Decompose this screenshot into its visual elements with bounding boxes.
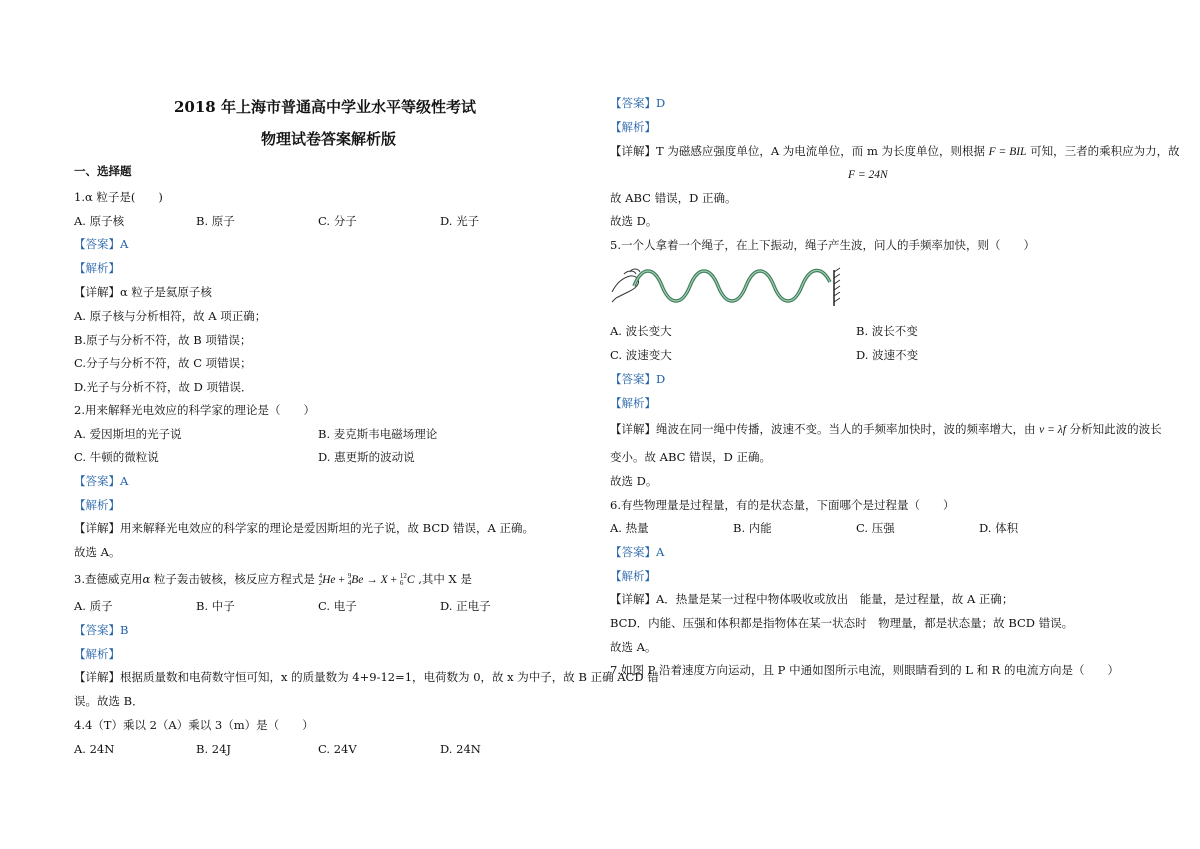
- q3-stem-post: ,其中 X 是: [414, 572, 472, 586]
- q3-stem-mid: 粒子轰击铍核，核反应方程式是: [150, 572, 319, 586]
- q5-analysis-label: 【解析】: [610, 396, 656, 410]
- q6-option-a: A. 热量: [610, 521, 649, 535]
- q2-option-a: A. 爱因斯坦的光子说: [74, 427, 182, 441]
- q2-detail: 【详解】用来解释光电效应的科学家的理论是爱因斯坦的光子说，故 BCD 错误，A 正确。: [74, 521, 534, 535]
- question-4-stem: 4.4（T）乘以 2（A）乘以 3（m）是（ ）: [74, 718, 314, 732]
- q1-analysis-label: 【解析】: [74, 261, 120, 275]
- question-2-stem: 2.用来解释光电效应的科学家的理论是（ ）: [74, 403, 315, 417]
- he-atomic-number: 2: [318, 579, 323, 588]
- be-mass-number: 9: [347, 572, 352, 581]
- q5-detail-post: 分析知此波的波长: [1065, 422, 1162, 436]
- q3-analysis-label: 【解析】: [74, 647, 120, 661]
- plus-sign: +: [387, 574, 400, 586]
- q6-option-b: B. 内能: [733, 521, 772, 535]
- q4-detail-post: 可知，三者的乘积应为力，故: [1026, 144, 1180, 158]
- he-symbol: He: [322, 574, 336, 586]
- q4-option-a: A. 24N: [74, 742, 115, 756]
- be-symbol: Be: [351, 574, 364, 586]
- q4-option-c: C. 24V: [318, 742, 357, 756]
- q4-conclusion: 故选 D。: [610, 214, 658, 228]
- q1-detail-line: D.光子与分析不符，故 D 项错误．: [74, 380, 253, 394]
- c-mass-number: 12: [399, 572, 407, 581]
- q4-answer: 【答案】D: [610, 96, 666, 110]
- q1-option-c: C. 分子: [318, 214, 357, 228]
- q6-option-c: C. 压强: [856, 521, 895, 535]
- q3-option-b: B. 中子: [196, 599, 235, 613]
- q1-answer: 【答案】A: [74, 237, 129, 251]
- q5-conclusion: 故选 D。: [610, 474, 658, 488]
- q2-option-d: D. 惠更斯的波动说: [318, 450, 415, 464]
- q3-detail: 【详解】根据质量数和电荷数守恒可知，x 的质量数为 4+9-12=1，电荷数为 0，故 x 为中子，故 B 正确 ACD 错: [74, 670, 659, 684]
- alpha-symbol: α: [142, 572, 151, 586]
- wave-curve: [634, 270, 830, 301]
- q4-option-b: B. 24J: [196, 742, 232, 756]
- q5-option-b: B. 波长不变: [856, 324, 918, 338]
- c-atomic-number: 6: [399, 579, 404, 588]
- q6-detail: 【详解】A．热量是某一过程中物体吸收或放出 能量，是过程量，故 A 正确；: [610, 592, 1014, 606]
- q6-detail-cont: BCD．内能、压强和体积都是指物体在某一状态时 物理量，都是状态量；故 BCD 错误。: [610, 616, 1074, 630]
- q3-option-c: C. 电子: [318, 599, 357, 613]
- q1-option-d: D. 光子: [440, 214, 480, 228]
- q2-answer: 【答案】A: [74, 474, 129, 488]
- q6-answer: 【答案】A: [610, 545, 665, 559]
- q3-option-a: A. 质子: [74, 599, 113, 613]
- question-1-stem: 1.α 粒子是( ): [74, 190, 163, 204]
- question-7-stem: 7.如图 P 沿着速度方向运动，且 P 中通如图所示电流，则眼睛看到的 L 和 R 的电流方向是（ ）: [610, 663, 1119, 677]
- question-5-stem: 5.一个人拿着一个绳子，在上下振动，绳子产生波，问人的手频率加快，则（ ）: [610, 238, 1035, 252]
- q2-option-c: C. 牛顿的微粒说: [74, 450, 159, 464]
- q1-detail-line: A. 原子核与分析相符，故 A 项正确；: [74, 309, 267, 323]
- q1-option-b: B. 原子: [196, 214, 235, 228]
- q3-stem-pre: 3.查德威克用: [74, 572, 143, 586]
- q2-option-b: B. 麦克斯韦电磁场理论: [318, 427, 438, 441]
- q3-detail-cont: 误。故选 B．: [74, 694, 144, 708]
- q1-detail: 【详解】α 粒子是氦原子核: [74, 285, 212, 299]
- nuclear-equation: [319, 574, 415, 586]
- q4-detail-pre: 【详解】T 为磁感应强度单位，A 为电流单位，而 m 为长度单位，则根据: [610, 144, 989, 158]
- q6-option-d: D. 体积: [979, 521, 1019, 535]
- formula-f-bil: F = BIL: [988, 146, 1027, 158]
- x-symbol: X: [380, 574, 388, 586]
- rope-wave-figure: [610, 262, 842, 310]
- q4-detail-line: 故 ABC 错误，D 正确。: [610, 191, 737, 205]
- q2-conclusion: 故选 A。: [74, 545, 121, 559]
- formula-v-lambda-f: v = λf: [1039, 424, 1066, 436]
- q6-analysis-label: 【解析】: [610, 569, 656, 583]
- page-subtitle: 物理试卷答案解析版: [261, 130, 397, 148]
- arrow-sign: →: [363, 574, 381, 586]
- question-6-stem: 6.有些物理量是过程量，有的是状态量，下面哪个是过程量（ ）: [610, 498, 955, 512]
- page-title: 2018 年上海市普通高中学业水平等级性考试: [174, 98, 476, 116]
- q1-detail-line: C.分子与分析不符，故 C 项错误；: [74, 356, 252, 370]
- he-mass-number: 4: [318, 572, 323, 581]
- c-symbol: C: [406, 574, 415, 586]
- q2-analysis-label: 【解析】: [74, 498, 120, 512]
- q5-option-c: C. 波速变大: [610, 348, 672, 362]
- q5-detail: [610, 422, 1162, 437]
- be-atomic-number: 4: [347, 579, 352, 588]
- q4-detail: [610, 144, 1180, 159]
- q1-detail-line: B.原子与分析不符，故 B 项错误；: [74, 333, 252, 347]
- q5-answer: 【答案】D: [610, 372, 666, 386]
- q1-option-a: A. 原子核: [74, 214, 125, 228]
- question-3-stem: [74, 572, 472, 587]
- q3-answer: 【答案】B: [74, 623, 129, 637]
- q6-conclusion: 故选 A。: [610, 640, 657, 654]
- q5-option-a: A. 波长变大: [610, 324, 672, 338]
- q5-option-d: D. 波速不变: [856, 348, 919, 362]
- formula-f-24n: F = 24N: [848, 169, 888, 181]
- section-heading: 一、选择题: [74, 164, 132, 178]
- q3-option-d: D. 正电子: [440, 599, 491, 613]
- plus-sign: +: [335, 574, 348, 586]
- q4-analysis-label: 【解析】: [610, 120, 656, 134]
- q4-option-d: D. 24N: [440, 742, 481, 756]
- q5-detail-cont: 变小。故 ABC 错误，D 正确。: [610, 450, 771, 464]
- q5-detail-pre: 【详解】绳波在同一绳中传播，波速不变。当人的手频率加快时，波的频率增大，由: [610, 422, 1040, 436]
